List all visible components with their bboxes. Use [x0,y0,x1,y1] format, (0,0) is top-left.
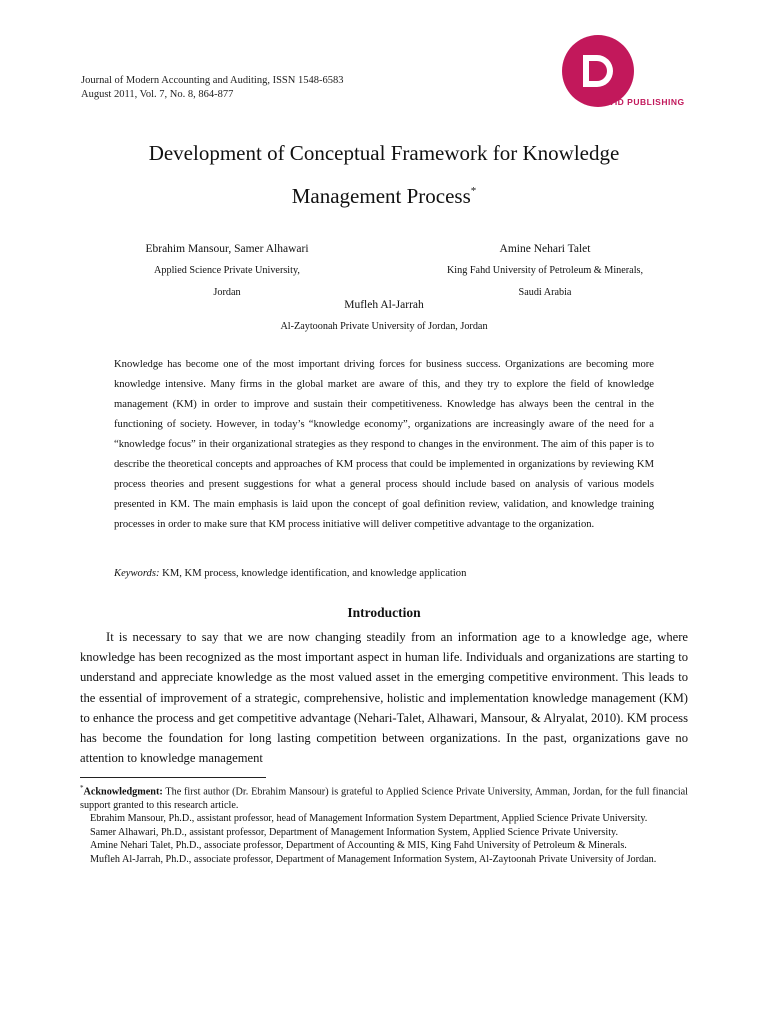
author-names-center: Mufleh Al-Jarrah [344,299,424,311]
author-note-3: Amine Nehari Talet, Ph.D., associate professor, Department of Accounting & MIS, King Fahd University of Petroleum & Minerals. [90,840,627,852]
affiliation-left-1: Applied Science Private University, [154,265,300,276]
introduction-heading: Introduction [347,605,421,620]
journal-header [81,74,343,102]
affiliation-center-1: Al-Zaytoonah Private University of Jordan, Jordan [280,321,488,332]
keywords-label: Keywords: [114,568,160,579]
author-note-2: Samer Alhawari, Ph.D., assistant professor, Department of Management Information System, Applied Science Private University. [90,826,618,838]
footnotes [80,782,688,866]
affiliation-right-1: King Fahd University of Petroleum & Minerals, [446,265,644,276]
author-note-1: Ebrahim Mansour, Ph.D., assistant professor, head of Management Information System Department, Applied Science Private University. [90,813,648,825]
title-line-1: Development of Conceptual Framework for Knowledge [148,141,620,165]
abstract: Knowledge has become one of the most important driving forces for business success. Organizations are becoming more knowledge intensive. Many firms in the global market are aware of this, and they try to explore the field of knowledge management (KM) in order to improve and sustain their competitiveness. Knowledge has always been the central in the functioning of society. However, in today’s “knowledge economy”, organizations are increasingly aware of the need for a “knowledge focus” in their organizational strategies as they respond to changes in the environment. The aim of this paper is to describe the theoretical concepts and approaches of KM process that could be implemented in organizations by reviewing KM process theories and present suggestions for what a general process should include based on analysis of various models presented in KM. The main emphasis is laid upon the concept of goal definition review, validation, and knowledge training processes in order to make sure that KM process initiative will deliver competitive advantage to the organization. [114,359,654,530]
keywords [114,565,654,583]
author-names-left: Ebrahim Mansour, Samer Alhawari [145,243,309,255]
acknowledgment-mark: * [80,784,84,792]
introduction-paragraph: It is necessary to say that we are now changing steadily from an information age to a knowledge age, where knowledge has been recognized as the most important aspect in human life. Individuals and organizations are starting to understand and appreciate knowledge as the most valued asset in the emerging competitive environment. This leads to the essential of improvement of a strategic, comprehensive, holistic and implementation knowledge management (KM) to enhance the process and get competitive advantage (Nehari-Talet, Alhawari, Mansour, & Alryalat, 2010). KM process has become the foundation for long lasting competition between organizations. In the past, organizations gave no attention to knowledge management [80,630,688,766]
affiliation-right-2: Saudi Arabia [518,287,572,298]
issue-line: August 2011, Vol. 7, No. 8, 864-877 [81,89,234,100]
title-line-2: Management Process [291,184,471,208]
david-publishing-logo-icon [556,35,696,110]
author-names-right: Amine Nehari Talet [499,243,591,255]
acknowledgment-note [80,782,688,812]
publisher-name: DAVID PUBLISHING [596,97,685,107]
author-note-4: Mufleh Al-Jarrah, Ph.D., associate professor, Department of Management Information System, Al-Zaytoonah Private University of Jordan. [90,853,657,865]
acknowledgment-label: Acknowledgment: [83,786,163,798]
affiliation-left-2: Jordan [213,287,241,298]
keywords-text: KM, KM process, knowledge identification, and knowledge application [162,568,467,579]
footnote-divider [80,777,266,778]
author-block-center [130,294,638,338]
paper-title [60,134,708,215]
title-footnote-mark: * [470,185,477,197]
journal-line: Journal of Modern Accounting and Auditing, ISSN 1548-6583 [81,75,344,86]
acknowledgment-text: The first author (Dr. Ebrahim Mansour) is grateful to Applied Science Private University, Amman, Jordan, for the full financial support granted to this research article. [80,786,688,811]
publisher-logo [556,35,696,110]
